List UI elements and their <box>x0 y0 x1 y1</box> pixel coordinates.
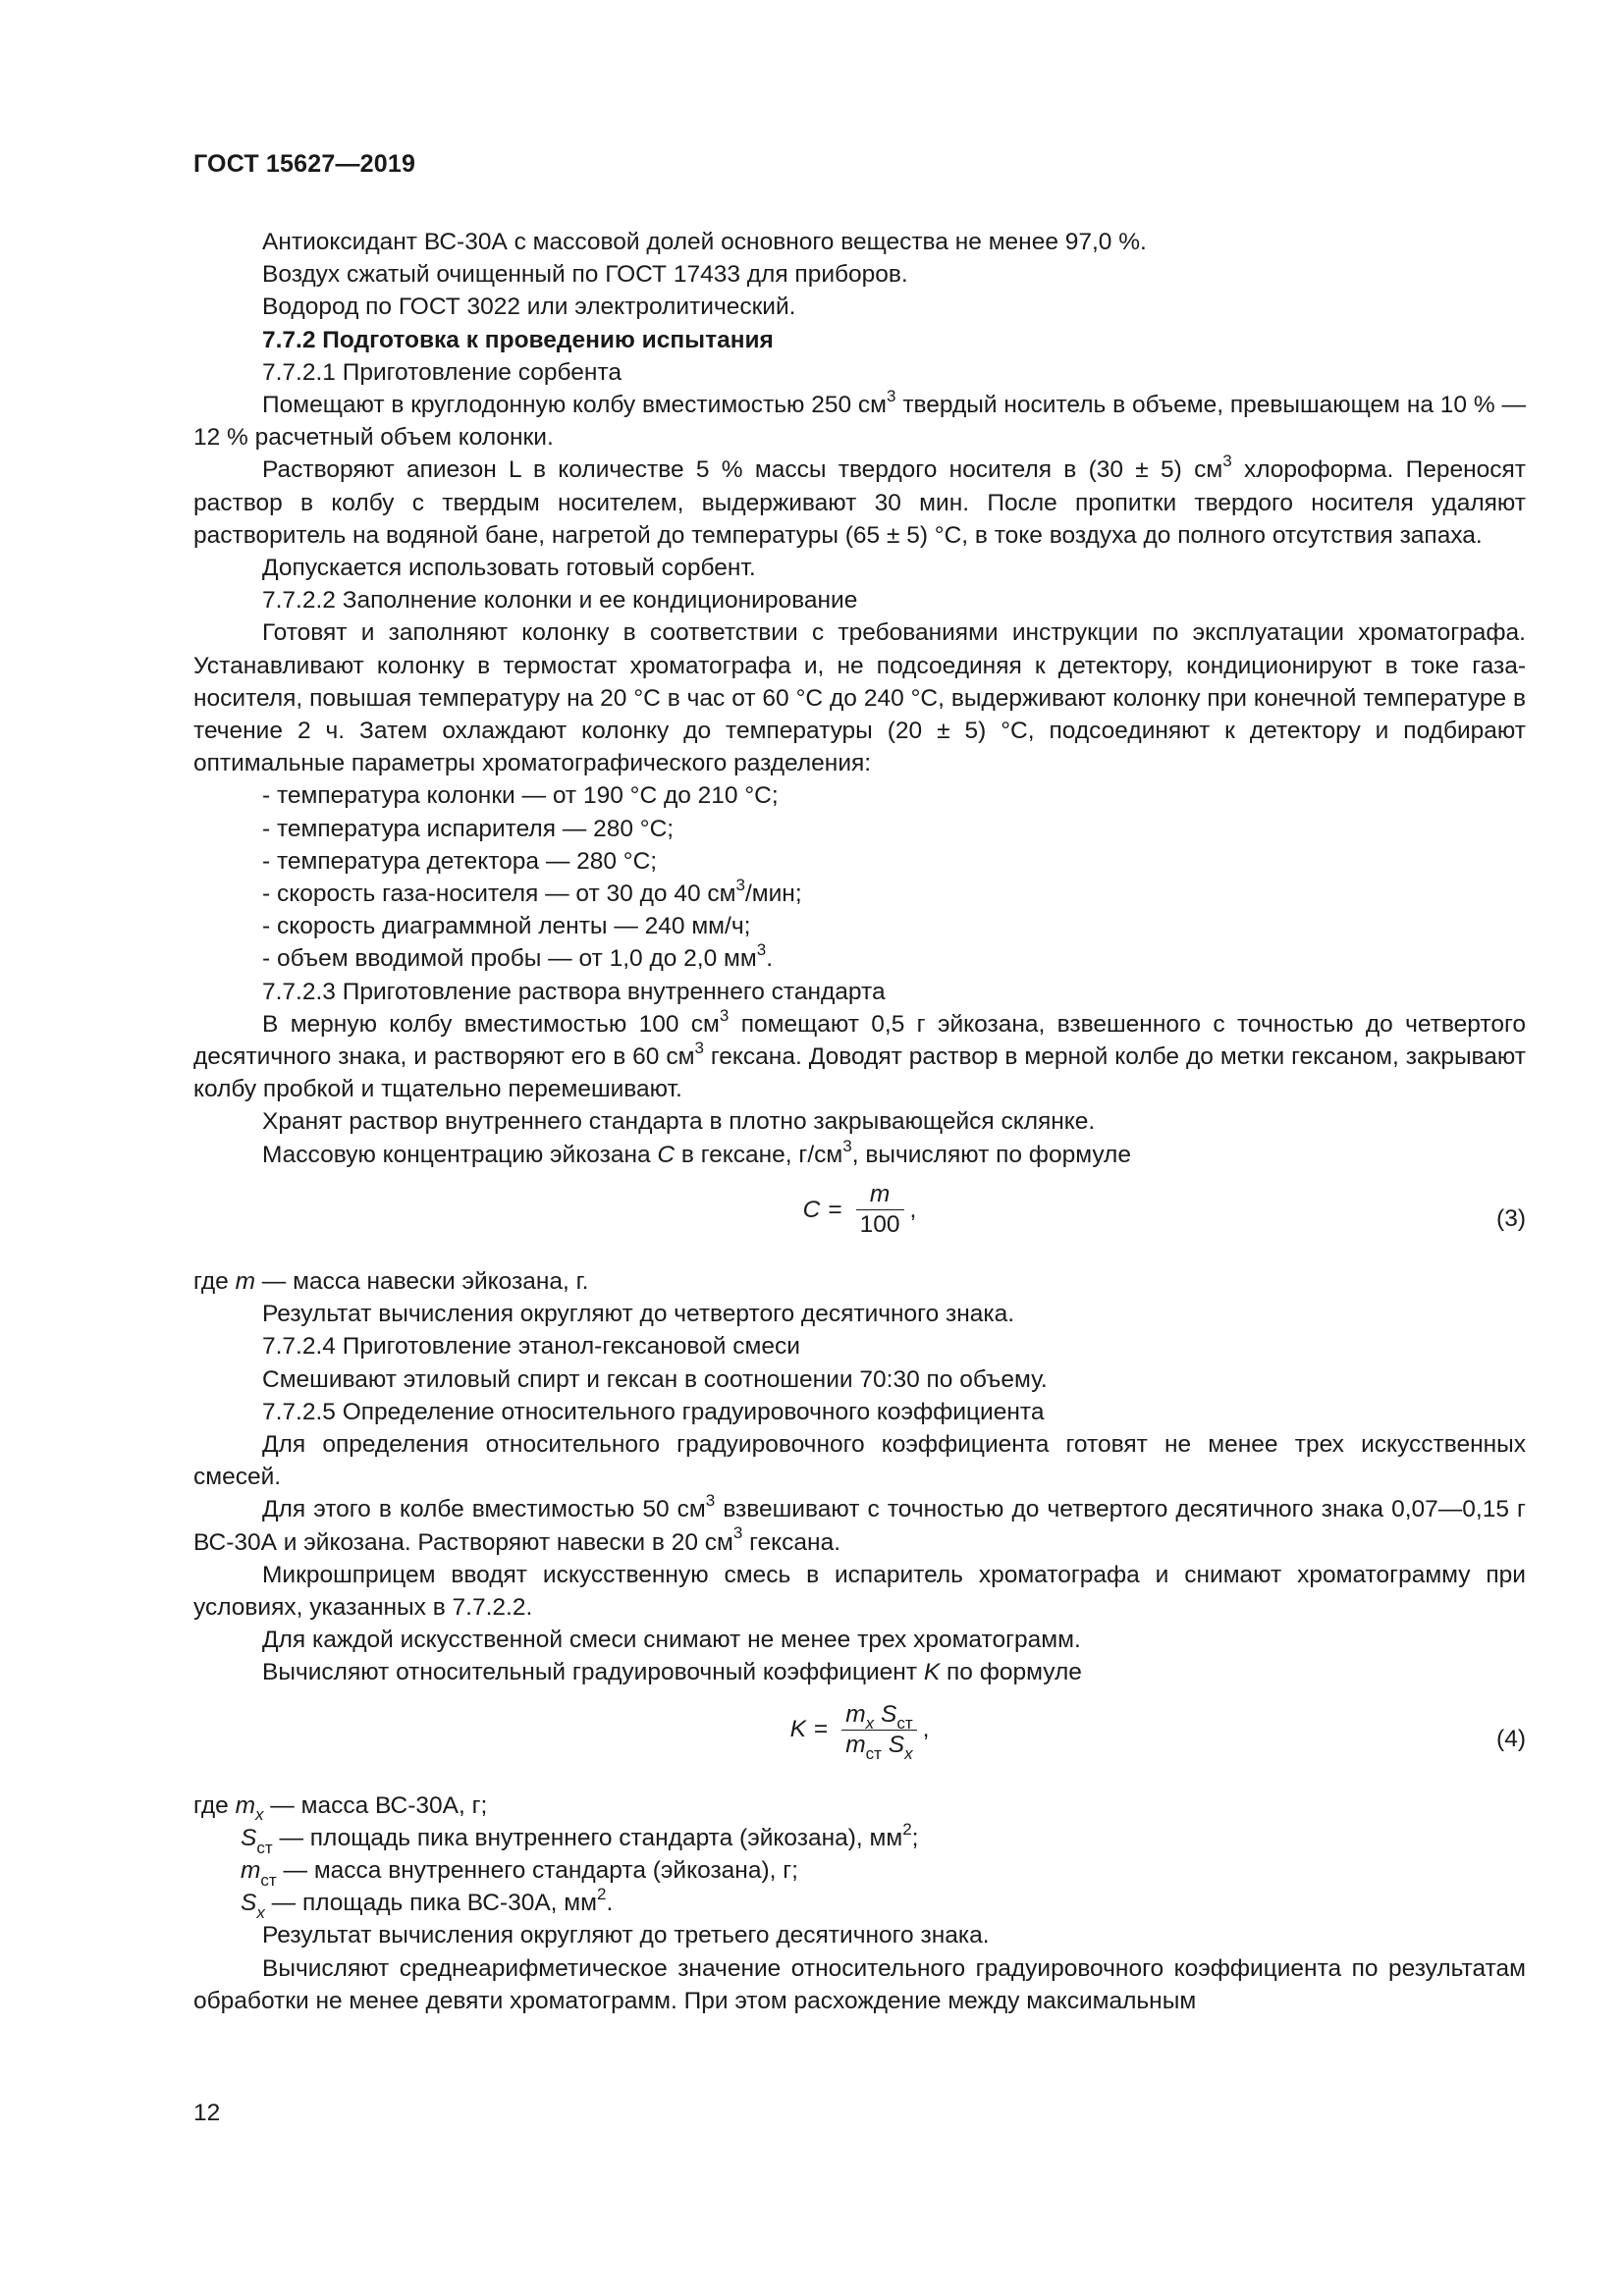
paragraph: Антиоксидант ВС-30А с массовой долей основного вещества не менее 97,0 %. <box>262 229 1147 255</box>
paragraph: Результат вычисления округляют до четвертого десятичного знака. <box>262 1301 1015 1328</box>
paragraph: Вычисляют относительный градуировочный коэффициент K по формуле <box>262 1659 1082 1686</box>
paragraph: Результат вычисления округляют до третьего десятичного знака. <box>262 1922 990 1949</box>
formula-3 <box>193 1181 1526 1257</box>
formula-number: (4) <box>1496 1725 1526 1752</box>
definition: $S_x$ — площадь пика ВС-30А, $мм^2$. <box>241 1884 614 1923</box>
paragraph: Готовят и заполняют колонку в соответствии с требованиями инструкции по эксплуатации хроматографа. Устанавливают колонку в термостат хроматографа и, не подсоединяя к детектору, кондиционируют в токе газа-носителя, повышая температуру на 20 °С в час от 60 °С до 240 °С, выдерживают колонку при конечной температуре в течение 2 ч. Затем охлаждают колонку до температуры (20 ± 5) °С, подсоединяют к детектору и подбирают оптимальные параметры хроматографического разделения: <box>193 619 1526 777</box>
paragraph: Хранят раствор внутреннего стандарта в плотно закрывающейся склянке. <box>262 1108 1096 1136</box>
subsection-heading: 7.7.2.4 Приготовление этанол-гексановой смеси <box>262 1333 800 1361</box>
paragraph: Для каждой искусственной смеси снимают не менее трех хроматограмм. <box>262 1627 1081 1654</box>
definition: где $m_x$ — масса ВС-30А, г; <box>193 1791 488 1825</box>
formula-fraction <box>856 1181 904 1239</box>
formula-tail: , <box>922 1716 930 1743</box>
list-item: - скорость диаграммной ленты — 240 мм/ч; <box>262 913 751 940</box>
paragraph: Растворяют апиезон L в количестве 5 % массы твердого носителя в (30 ± 5) $см^3$ хлороформа. Переносят раствор в колбу с твердым носителем, выдерживают 30 мин. После пропитки твердого носителя удаляют растворитель на водяной бане, нагретой до температуры (65 ± 5) °С, в токе воздуха до полного отсутствия запаха. <box>193 452 1526 549</box>
list-item: - скорость газа-носителя — от 30 до 40 $см^3$/мин; <box>262 875 802 908</box>
subsection-heading: 7.7.2.3 Приготовление раствора внутреннего стандарта <box>262 978 886 1005</box>
formula-eq: = <box>828 1196 842 1223</box>
section-heading: 7.7.2 Подготовка к проведению испытания <box>262 326 774 353</box>
list-item: - температура колонки — от 190 °С до 210 °С; <box>262 782 779 810</box>
list-item: - объем вводимой пробы — от 1,0 до 2,0 $мм^3$. <box>262 940 774 973</box>
document-body <box>193 226 1526 2017</box>
formula-lhs: C <box>802 1196 821 1223</box>
definition: где m — масса навески эйкозана, г. <box>193 1267 589 1295</box>
paragraph: Для этого в колбе вместимостью 50 $см^3$ взвешивают с точностью до четвертого десятичного знака 0,07—0,15 г ВС-30А и эйкозана. Растворяют навески в 20 $см^3$ гексана. <box>193 1491 1526 1556</box>
paragraph: Водород по ГОСТ 3022 или электролитический. <box>262 294 796 321</box>
paragraph: Вычисляют среднеарифметическое значение относительного градуировочного коэффициента по результатам обработки не менее девяти хроматограмм. При этом расхождение между максимальным <box>193 1954 1526 2014</box>
paragraph: Воздух сжатый очищенный по ГОСТ 17433 для приборов. <box>262 261 908 289</box>
formula-fraction: $\frac{m_x S_{ст}}{m_{ст} S_x}$ <box>841 1701 916 1759</box>
definition: $S_{ст}$ — площадь пика внутреннего стандарта (эйкозана), $мм^2$; <box>241 1819 919 1857</box>
list-item: - температура испарителя — 280 °С; <box>262 815 675 842</box>
subsection-heading: 7.7.2.2 Заполнение колонки и ее кондиционирование <box>262 587 858 614</box>
paragraph: В мерную колбу вместимостью 100 $см^3$ помещают 0,5 г эйкозана, взвешенного с точностью до четвертого десятичного знака, и растворяют его в 60 $см^3$ гексана. Доводят раствор в мерной колбе до метки гексаном, закрывают колбу пробкой и тщательно перемешивают. <box>193 1005 1526 1103</box>
formula-eq: = <box>813 1716 829 1743</box>
page-number: 12 <box>193 2100 221 2126</box>
formula-denominator: 100 <box>856 1209 904 1239</box>
paragraph: Микрошприцем вводят искусственную смесь в испаритель хроматографа и снимают хроматограмму при условиях, указанных в 7.7.2.2. <box>193 1561 1526 1621</box>
formula-numerator: m <box>869 1180 891 1207</box>
paragraph: Массовую концентрацию эйкозана C в гексане, $г/см^3$, вычисляют по формуле <box>262 1136 1131 1168</box>
paragraph: Для определения относительного градуировочного коэффициента готовят не менее трех искусственных смесей. <box>193 1430 1526 1491</box>
paragraph: Смешивают этиловый спирт и гексан в соотношении 70:30 по объему. <box>262 1365 1048 1393</box>
paragraph: Помещают в круглодонную колбу вместимостью 250 $см^3$ твердый носитель в объеме, превышающем на 10 % — 12 % расчетный объем колонки. <box>193 386 1526 452</box>
subsection-heading: 7.7.2.5 Определение относительного градуировочного коэффициента <box>262 1398 1045 1425</box>
definition: $m_{ст}$ — масса внутреннего стандарта (эйкозана), г; <box>241 1856 798 1890</box>
formula-4 <box>193 1701 1526 1782</box>
list-item: - температура детектора — 280 °С; <box>262 847 658 875</box>
document-code-header: ГОСТ 15627—2019 <box>193 150 416 178</box>
formula-lhs: K <box>789 1716 806 1743</box>
formula-tail: , <box>909 1196 917 1223</box>
subsection-heading: 7.7.2.1 Приготовление сорбента <box>262 358 622 386</box>
paragraph: Допускается использовать готовый сорбент. <box>262 555 756 582</box>
formula-number: (3) <box>1496 1204 1526 1232</box>
